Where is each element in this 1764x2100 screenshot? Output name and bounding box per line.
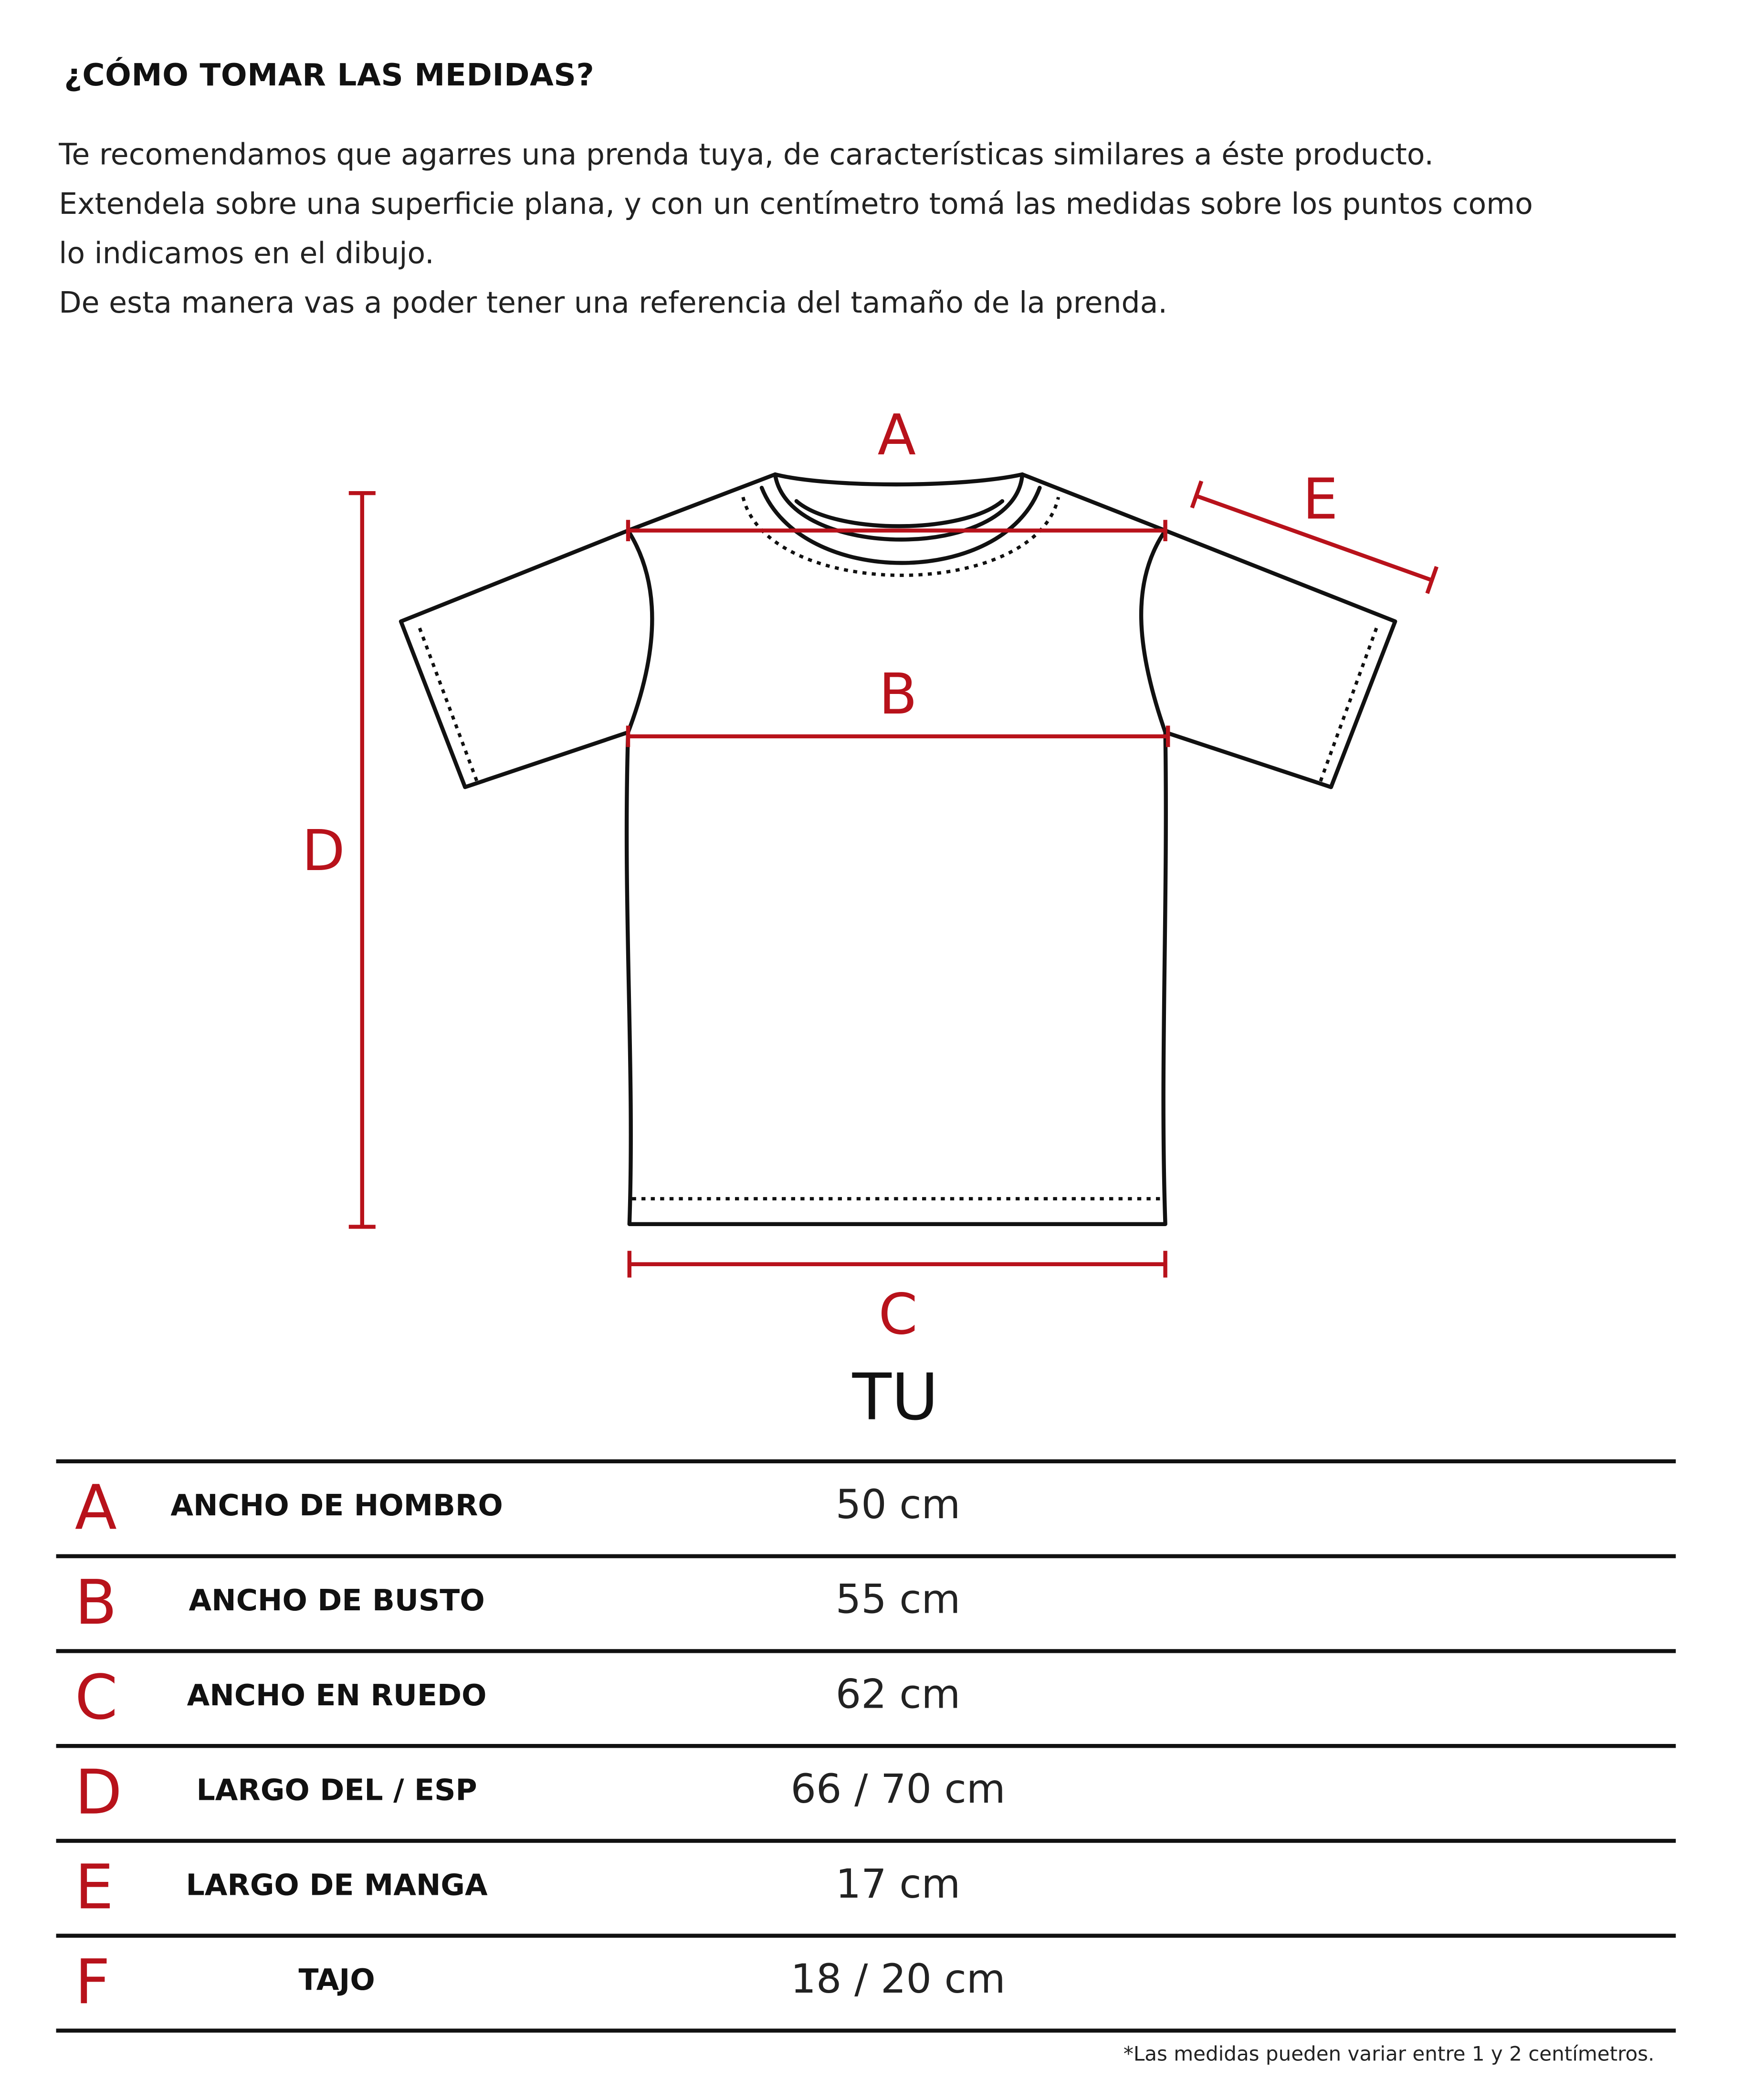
row-letter: F xyxy=(74,1945,110,2018)
table-row xyxy=(56,1744,1676,1839)
row-label: ANCHO EN RUEDO xyxy=(187,1680,487,1713)
diagram-label-a: A xyxy=(877,402,916,468)
row-label: LARGO DE MANGA xyxy=(186,1869,488,1903)
tshirt-measurement-diagram xyxy=(0,374,1764,1363)
instructions-line-2: Extendela sobre una superficie plana, y con un centímetro tomá las medidas sobre los puntos como xyxy=(59,188,1533,222)
instructions-line-1: Te recomendamos que agarres una prenda tuya, de características similares a éste producto. xyxy=(59,139,1434,173)
diagram-label-e: E xyxy=(1302,466,1338,532)
row-label: ANCHO DE HOMBRO xyxy=(170,1490,503,1523)
row-value: 66 / 70 cm xyxy=(790,1766,1006,1814)
measurements-table xyxy=(56,1460,1676,2033)
row-letter: B xyxy=(74,1566,117,1638)
page-title: ¿CÓMO TOMAR LAS MEDIDAS? xyxy=(64,59,595,94)
row-letter: A xyxy=(74,1471,117,1544)
row-value: 17 cm xyxy=(835,1861,961,1909)
table-row xyxy=(56,1649,1676,1744)
stitching xyxy=(420,497,1376,1199)
footnote: *Las medidas pueden variar entre 1 y 2 centímetros. xyxy=(1123,2042,1655,2066)
row-label: LARGO DEL / ESP xyxy=(196,1774,477,1808)
row-value: 55 cm xyxy=(835,1577,961,1624)
row-letter: C xyxy=(74,1661,118,1733)
diagram-label-d: D xyxy=(302,818,345,883)
measure-e-cap-left xyxy=(1192,481,1202,508)
row-value: 50 cm xyxy=(835,1482,961,1529)
row-letter: D xyxy=(74,1756,122,1828)
size-title: TU xyxy=(852,1360,939,1436)
row-label: ANCHO DE BUSTO xyxy=(189,1585,485,1618)
row-letter: E xyxy=(74,1851,114,1923)
right-sleeve-stitch xyxy=(1320,628,1376,782)
instructions-line-4: De esta manera vas a poder tener una referencia del tamaño de la prenda. xyxy=(59,287,1167,321)
measurement-lines xyxy=(349,481,1437,1278)
left-sleeve-stitch xyxy=(420,628,477,782)
row-label: TAJO xyxy=(298,1964,375,1998)
row-value: 18 / 20 cm xyxy=(790,1956,1006,2004)
row-value: 62 cm xyxy=(835,1671,961,1719)
tshirt-body-outline xyxy=(401,474,1395,1224)
table-row xyxy=(56,1839,1676,1934)
table-row xyxy=(56,1460,1676,1554)
tshirt-outline xyxy=(401,474,1395,1224)
table-row xyxy=(56,1934,1676,2033)
table-row xyxy=(56,1554,1676,1649)
diagram-label-b: B xyxy=(879,662,917,727)
diagram-label-c: C xyxy=(878,1281,918,1347)
instructions-line-3: lo indicamos en el dibujo. xyxy=(59,238,434,272)
instructions xyxy=(59,131,1729,328)
collar-band xyxy=(797,501,1002,526)
